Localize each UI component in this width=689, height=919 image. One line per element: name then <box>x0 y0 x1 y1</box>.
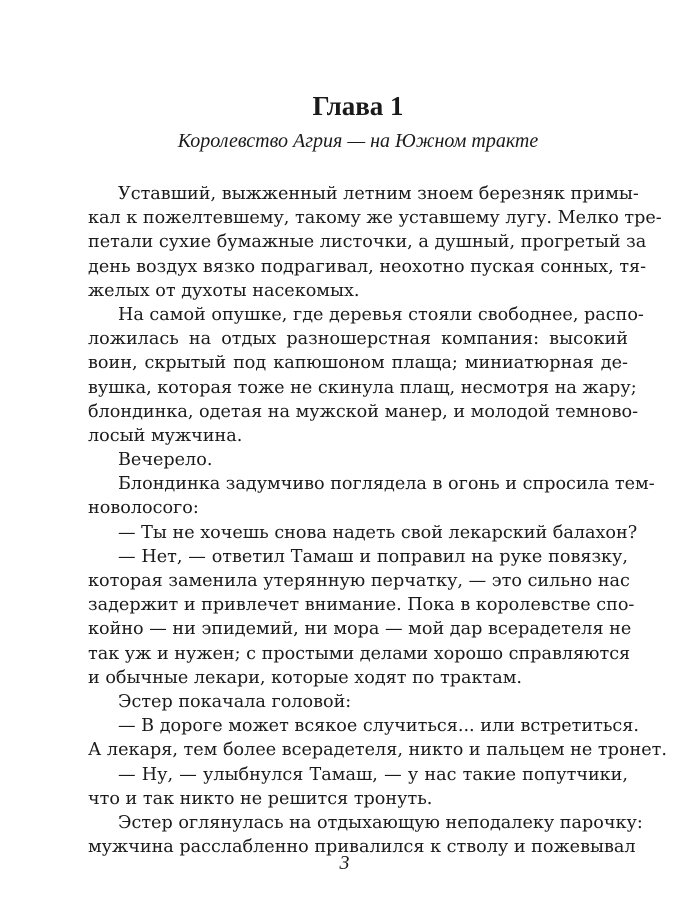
text-line: — В дороге может всякое случиться... или встретиться. <box>118 716 639 737</box>
text-line: задержит и привлечет внимание. Пока в королевстве спо- <box>88 595 635 616</box>
text-line: ложилась на отдых разношерстная компания: высокий <box>88 329 628 350</box>
text-line: Уставший, выжженный летним зноем березняк примы- <box>118 184 639 204</box>
text-line: новолосого: <box>88 498 199 519</box>
text-line: воин, скрытый под капюшоном плаща; миниатюрная де- <box>88 353 628 374</box>
chapter-subtitle: Королевство Агрия — на Южном тракте <box>177 130 539 152</box>
text-line: — Ну, — улыбнулся Тамаш, — у нас такие попутчики, <box>118 764 628 785</box>
text-line: кал к пожелтевшему, такому же уставшему лугу. Мелко тре- <box>88 208 662 229</box>
book-page <box>88 90 667 859</box>
text-line: А лекаря, тем более всерадетеля, никто и пальцем не тронет. <box>88 740 667 761</box>
text-line: желых от духоты насекомых. <box>88 280 360 301</box>
text-line: Блондинка задумчиво поглядела в огонь и спросила тем- <box>118 474 655 495</box>
text-line: — Ты не хочешь снова надеть свой лекарский балахон? <box>118 522 638 543</box>
text-line: Вечерело. <box>118 450 213 471</box>
text-line: петали сухие бумажные листочки, а душный, прогретый за <box>88 232 647 253</box>
text-line: день воздух вязко подрагивал, неохотно пуская сонных, тя- <box>88 256 647 277</box>
text-line: блондинка, одетая на мужской манер, и молодой темново- <box>88 401 639 422</box>
body-text <box>88 182 667 859</box>
text-line: лосый мужчина. <box>88 425 243 446</box>
page-number: 3 <box>339 852 350 874</box>
text-line: На самой опушке, где деревья стояли свободнее, распо- <box>118 304 644 325</box>
text-line: мужчина расслабленно привалился к стволу и пожевывал <box>88 837 636 858</box>
chapter-title: Глава 1 <box>312 91 404 121</box>
text-line: — Нет, — ответил Тамаш и поправил на руке повязку, <box>118 546 628 567</box>
text-line: Эстер покачала головой: <box>118 691 352 712</box>
text-line: так уж и нужен; с простыми делами хорошо справляются <box>88 643 631 664</box>
text-line: вушка, которая тоже не скинула плащ, несмотря на жару; <box>88 377 637 398</box>
text-line: что и так никто не решится тронуть. <box>88 788 433 809</box>
text-line: койно — ни эпидемий, ни мора — мой дар всерадетеля не <box>88 619 632 640</box>
text-line: и обычные лекари, которые ходят по трактам. <box>88 667 522 688</box>
text-line: которая заменила утерянную перчатку, — это сильно нас <box>88 571 630 591</box>
text-line: Эстер оглянулась на отдыхающую неподалеку парочку: <box>118 812 643 833</box>
